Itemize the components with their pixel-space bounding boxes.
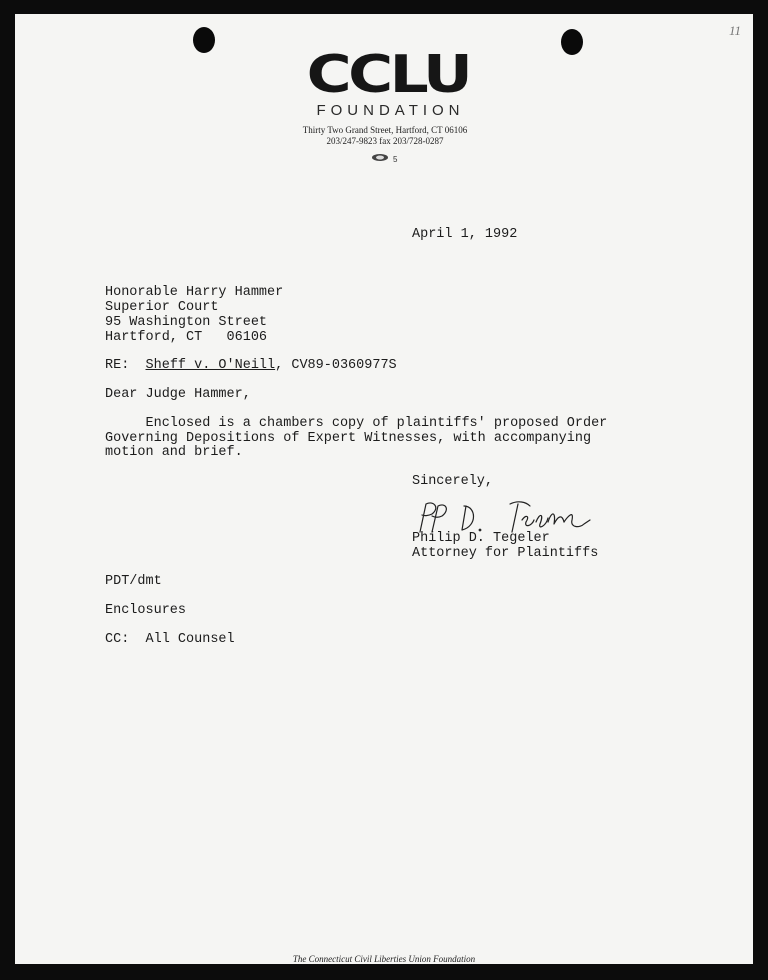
typist-initials: PDT/dmt bbox=[105, 574, 162, 589]
recipient-line-2: Superior Court bbox=[105, 300, 219, 315]
body-line-3: motion and brief. bbox=[105, 445, 243, 460]
logo-subtitle: FOUNDATION bbox=[316, 102, 465, 119]
signer-name: Philip D. Tegeler bbox=[412, 531, 550, 546]
re-case-number: , CV89-0360977S bbox=[275, 358, 397, 373]
recipient-line-3: 95 Washington Street bbox=[105, 315, 268, 330]
body-line-1: Enclosed is a chambers copy of plaintiffs' proposed Order bbox=[105, 416, 608, 431]
corner-mark: 11 bbox=[729, 23, 742, 38]
recipient-line-4: Hartford, CT 06106 bbox=[105, 330, 268, 345]
union-bug-number: 5 bbox=[393, 155, 398, 164]
enclosures-note: Enclosures bbox=[105, 603, 187, 618]
cclu-logo bbox=[293, 45, 483, 119]
punch-hole-left bbox=[193, 27, 215, 53]
union-bug-icon bbox=[371, 153, 397, 164]
salutation: Dear Judge Hammer, bbox=[105, 387, 251, 402]
re-case-name: Sheff v. O'Neill bbox=[145, 358, 276, 373]
letterhead-phone: 203/247-9823 fax 203/728-0287 bbox=[326, 136, 444, 146]
closing: Sincerely, bbox=[412, 474, 494, 489]
letterhead-address: Thirty Two Grand Street, Hartford, CT 06106 bbox=[302, 125, 468, 135]
logo-text: CCLU bbox=[306, 45, 470, 105]
re-label: RE: bbox=[105, 358, 130, 373]
letter-date: April 1, 1992 bbox=[412, 227, 518, 242]
cc-note: CC: All Counsel bbox=[105, 632, 235, 647]
body-line-2: Governing Depositions of Expert Witnesses, with accompanying bbox=[105, 431, 592, 446]
re-line bbox=[105, 358, 397, 373]
letter-page bbox=[15, 14, 753, 964]
recipient-line-1: Honorable Harry Hammer bbox=[105, 285, 284, 300]
punch-hole-right bbox=[561, 29, 583, 55]
union-bug-graphic bbox=[371, 153, 393, 162]
signer-title: Attorney for Plaintiffs bbox=[412, 546, 599, 561]
letterhead-footer: The Connecticut Civil Liberties Union Foundation bbox=[292, 954, 476, 964]
